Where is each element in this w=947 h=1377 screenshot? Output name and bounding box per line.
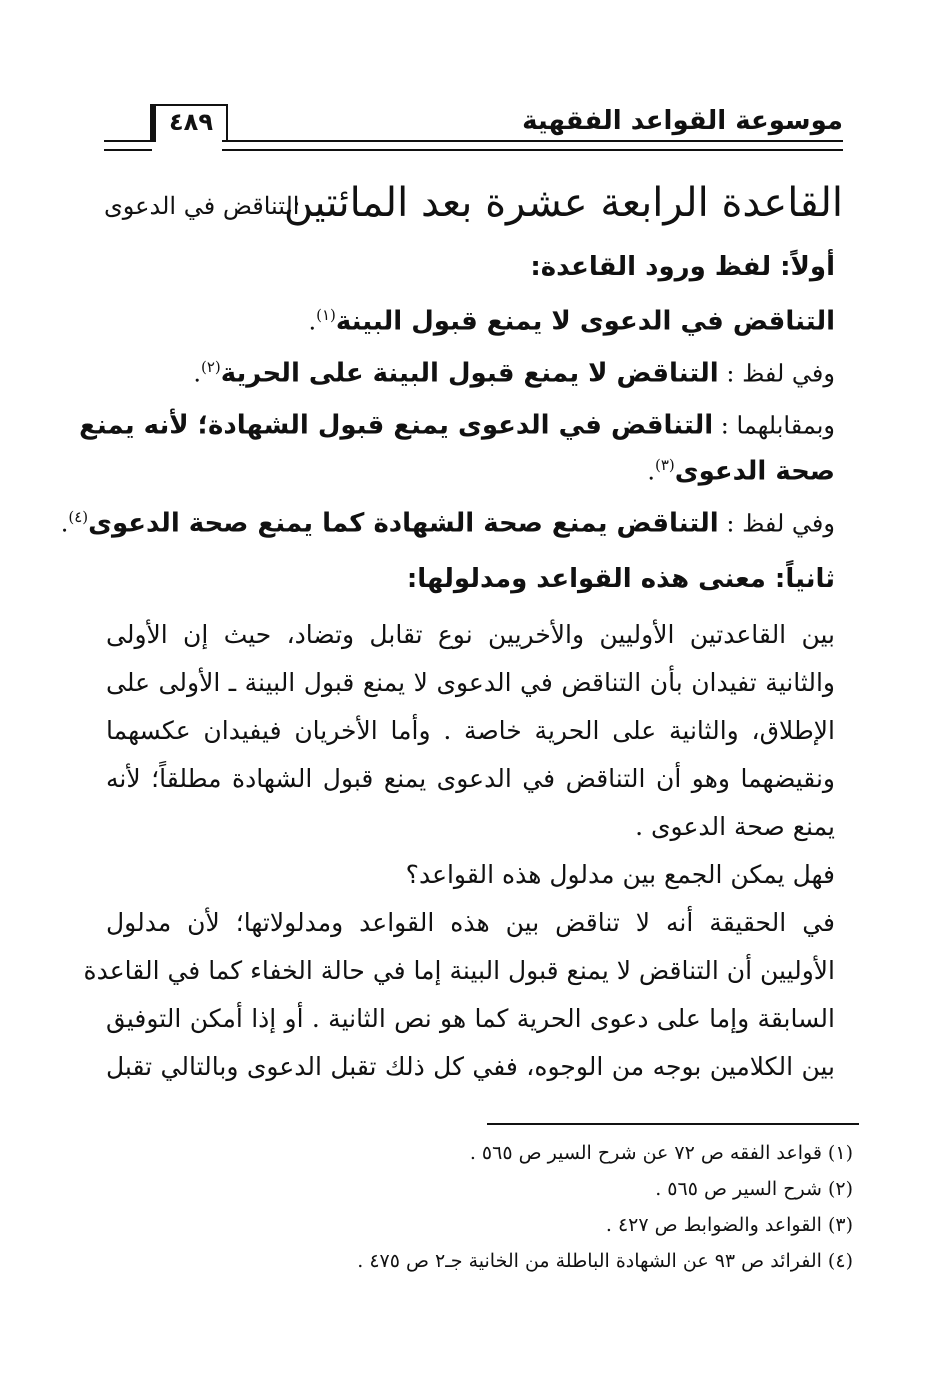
footnote: (٤) الفرائد ص ٩٣ عن الشهادة الباطلة من الخانية جـ٢ ص ٤٧٥ . <box>357 1250 853 1272</box>
rule-wording-line <box>79 410 835 441</box>
header-rule-right <box>222 140 843 151</box>
body-line: ونقيضهما وهو أن التناقض في الدعوى يمنع قبول الشهادة مطلقاً؛ لأنه <box>106 764 835 793</box>
header-rule-left <box>104 140 152 151</box>
body-line: والثانية تفيدان بأن التناقض في الدعوى لا يمنع قبول البينة ـ الأولى على <box>106 668 835 697</box>
body-line: فهل يمكن الجمع بين مدلول هذه القواعد؟ <box>405 860 835 889</box>
rule-title: القاعدة الرابعة عشرة بعد المائتين <box>283 180 843 226</box>
footnote-ref: (٢) <box>200 358 221 376</box>
body-line: في الحقيقة أنه لا تناقض بين هذه القواعد ومدلولاتها؛ لأن مدلول <box>106 908 835 937</box>
book-title: موسوعة القواعد الفقهية <box>522 106 843 136</box>
footnote-separator <box>487 1123 859 1125</box>
footnote: (٣) القواعد والضوابط ص ٤٢٧ . <box>605 1214 853 1236</box>
line-prefix: وفي لفظ : <box>718 509 835 538</box>
body-line: الأوليين أن التناقض لا يمنع قبول البينة إما في حالة الخفاء كما في القاعدة <box>83 956 835 985</box>
rule-wording-line <box>106 358 835 389</box>
line-prefix: وبمقابلهما : <box>713 411 835 440</box>
section-2-heading: ثانياً: معنى هذه القواعد ومدلولها: <box>406 564 835 594</box>
body-line: الإطلاق، والثانية على الحرية خاصة . وأما الأخريان فيفيدان عكسهما <box>106 716 835 745</box>
footnote-ref: (٣) <box>654 456 675 474</box>
line-prefix: وفي لفظ : <box>718 359 835 388</box>
running-header <box>104 98 843 152</box>
body-line: بين القاعدتين الأوليين والأخريين نوع تقابل وتضاد، حيث إن الأولى <box>106 620 835 649</box>
section-1-heading: أولاً: لفظ ورود القاعدة: <box>530 252 835 282</box>
body-line: بين الكلامين بوجه من الوجوه، ففي كل ذلك تقبل الدعوى وبالتالي تقبل <box>106 1052 835 1081</box>
rule-wording-line <box>60 508 835 539</box>
line-end: . <box>193 359 201 388</box>
rule-wording: التناقض لا يمنع قبول البينة على الحرية <box>220 358 719 389</box>
line-end: . <box>647 457 655 486</box>
body-line: يمنع صحة الدعوى . <box>635 812 835 841</box>
rule-wording-line <box>106 456 835 487</box>
rule-wording: التناقض يمنع صحة الشهادة كما يمنع صحة الدعوى <box>88 508 719 539</box>
page-number: ٤٨٩ <box>169 108 213 136</box>
footnote: (٢) شرح السير ص ٥٦٥ . <box>655 1178 853 1200</box>
footnote: (١) قواعد الفقه ص ٧٢ عن شرح السير ص ٥٦٥ . <box>469 1142 853 1164</box>
rule-wording: التناقض في الدعوى لا يمنع قبول البينة <box>335 306 835 337</box>
rule-wording-line <box>106 306 835 337</box>
footnote-ref: (١) <box>316 306 336 324</box>
page-number-box <box>150 104 228 142</box>
rule-heading <box>104 180 843 240</box>
rule-subject: التناقض في الدعوى <box>104 192 300 220</box>
line-end: . <box>60 509 69 538</box>
body-line: السابقة وإما على دعوى الحرية كما هو نص الثانية . أو إذا أمكن التوفيق <box>106 1004 835 1033</box>
rule-wording: التناقض في الدعوى يمنع قبول الشهادة؛ لأنه يمنع <box>79 410 714 441</box>
line-end: . <box>308 307 317 336</box>
footnote-ref: (٤) <box>68 508 89 526</box>
rule-wording: صحة الدعوى <box>674 456 835 487</box>
